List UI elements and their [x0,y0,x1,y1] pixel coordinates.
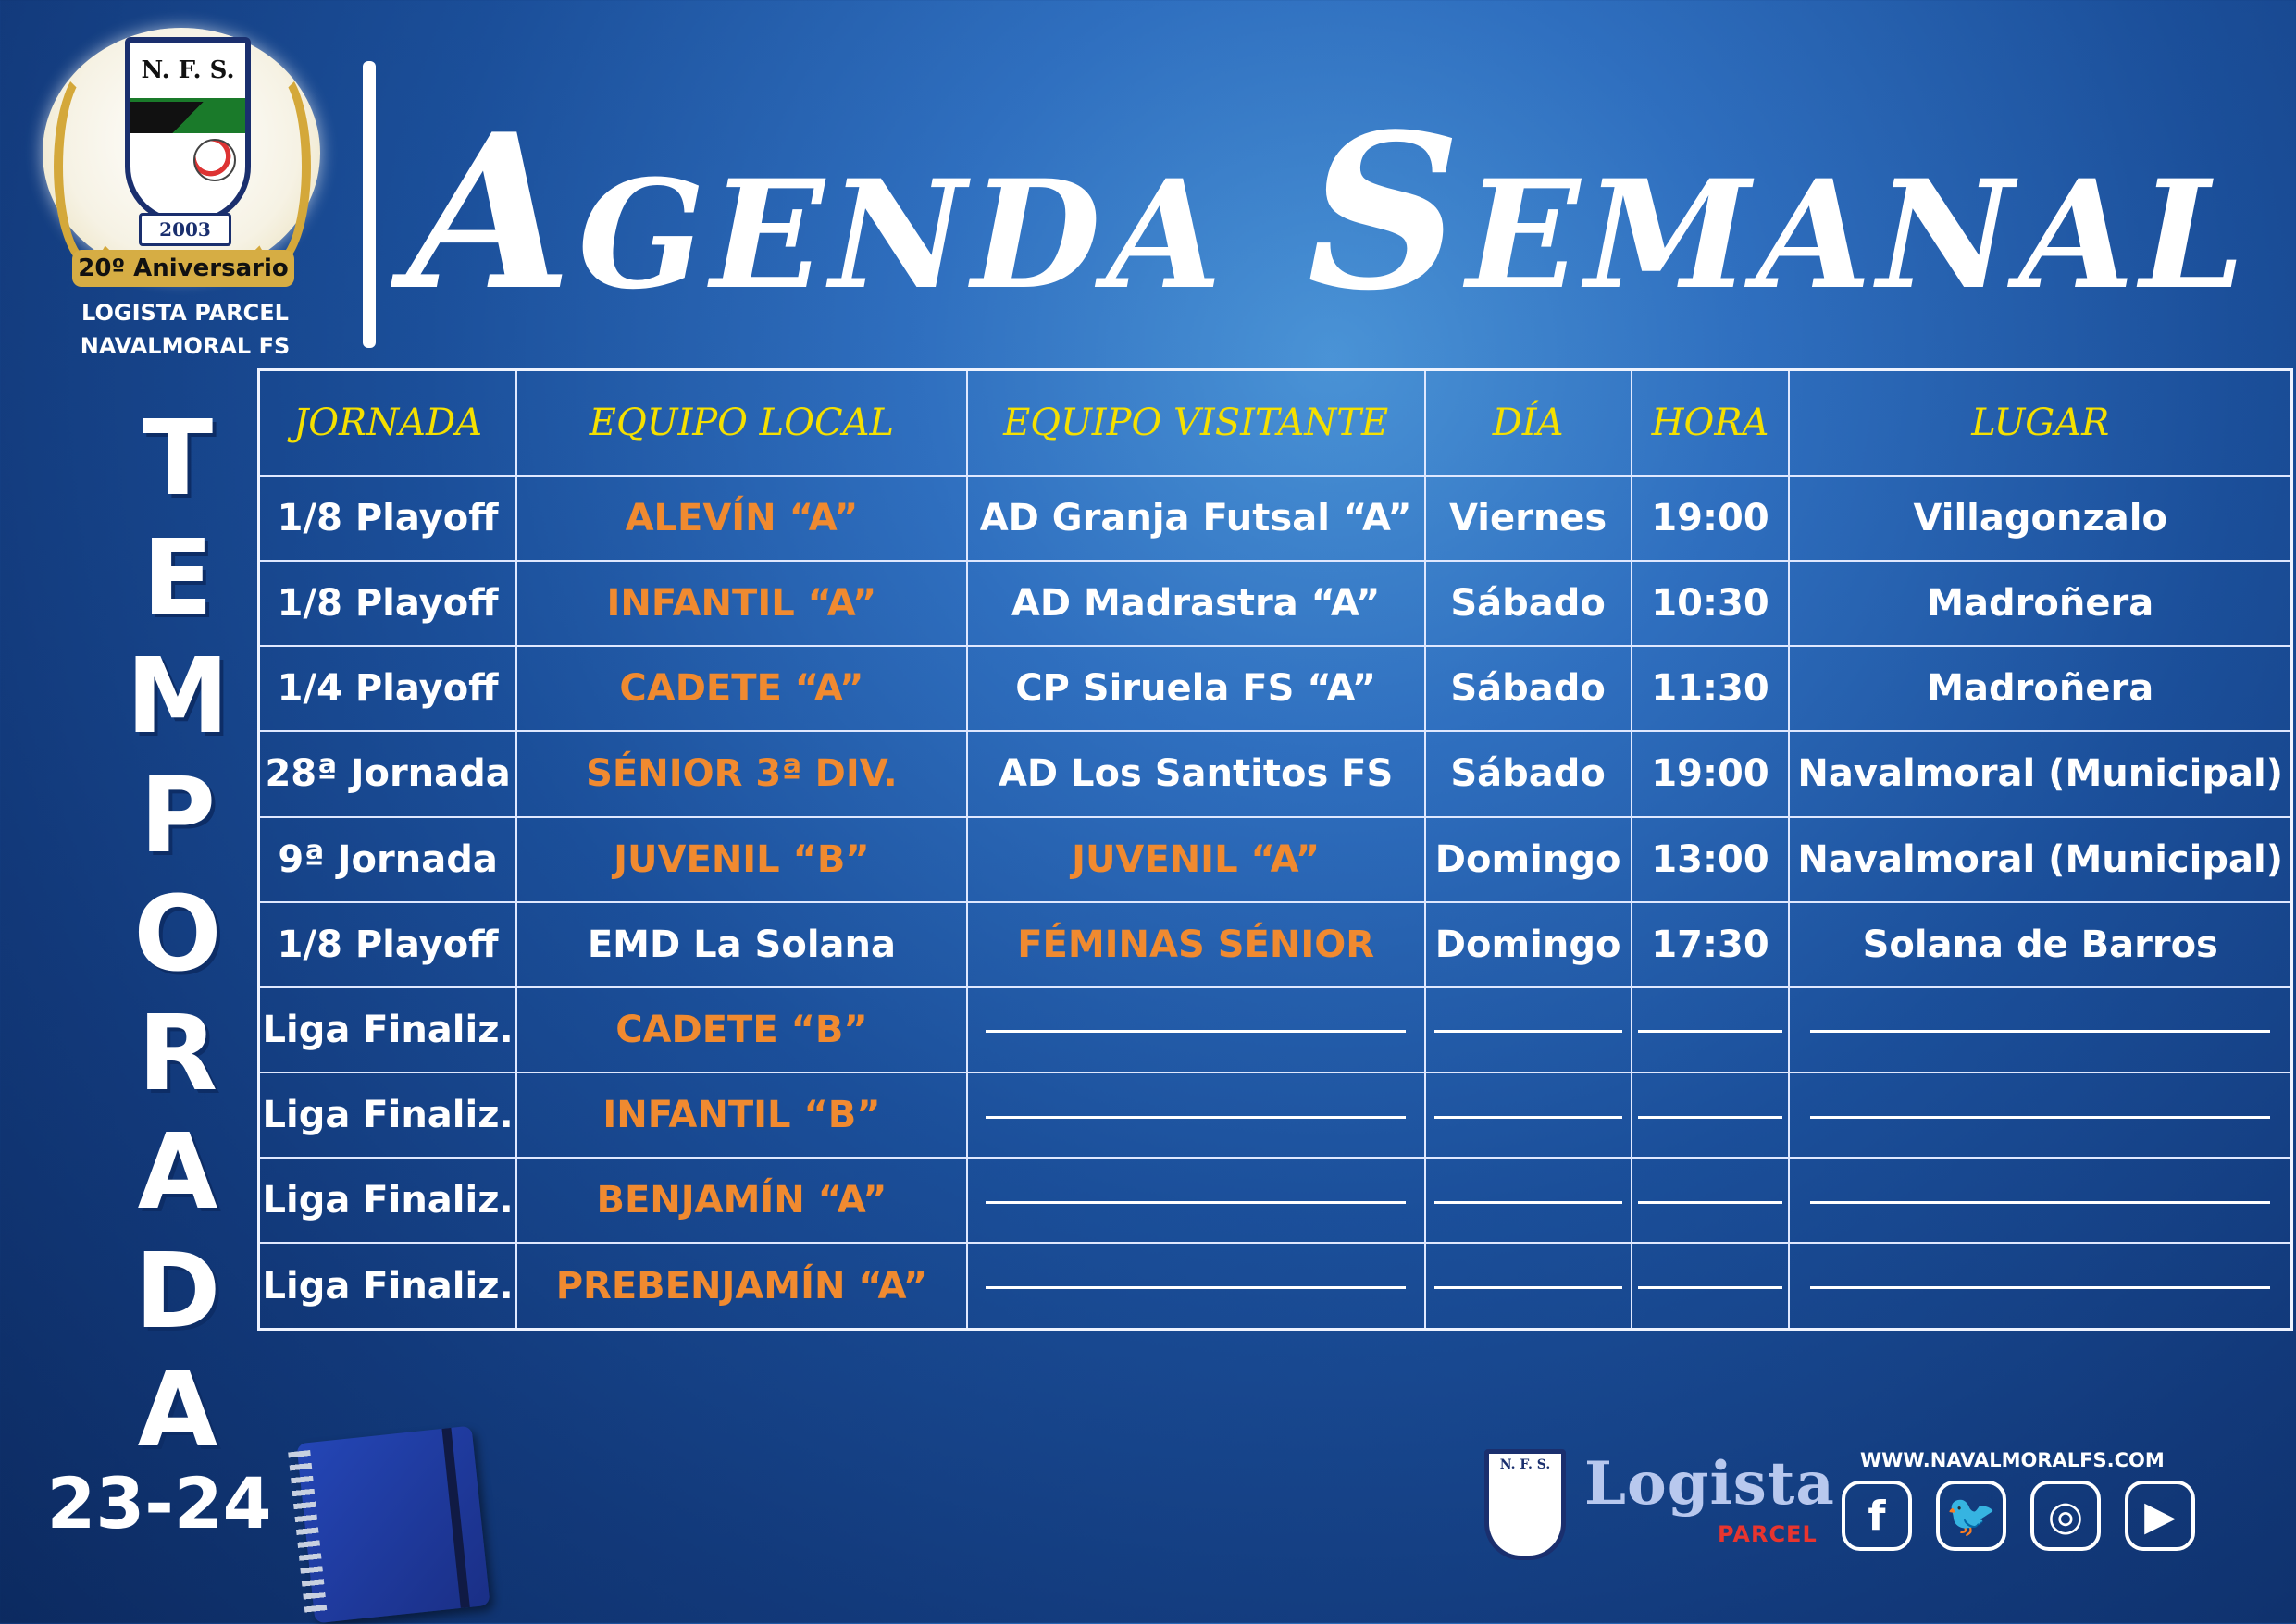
notebook-icon [296,1426,490,1624]
table-cell: Villagonzalo [1789,476,2291,561]
table-cell: Solana de Barros [1789,902,2291,987]
table-cell: 9ª Jornada [259,817,517,902]
table-cell [1425,1158,1632,1243]
season-letter: A [137,1350,218,1470]
table-cell: AD Granja Futsal “A” [967,476,1425,561]
table-cell: Domingo [1425,902,1632,987]
column-header: HORA [1632,370,1790,477]
table-row [259,987,2292,1072]
footer-shield-initials: N. F. S. [1499,1457,1551,1472]
season-label: 23-24 [46,1462,272,1544]
table-cell: EMD La Solana [516,902,966,987]
season-letter: P [139,755,217,876]
empty-dash [1434,1030,1622,1033]
table-row [259,561,2292,646]
club-logo [35,28,329,296]
season-letter: T [142,399,214,519]
column-header: EQUIPO VISITANTE [967,370,1425,477]
anniversary-banner: 20º Aniversario [72,250,294,287]
table-cell: AD Los Santitos FS [967,731,1425,816]
table-cell: CADETE “B” [516,987,966,1072]
table-cell: FÉMINAS SÉNIOR [967,902,1425,987]
season-letter: M [126,637,230,757]
season-vertical-label [104,399,252,1470]
table-cell: Sábado [1425,646,1632,731]
football-icon [193,139,236,181]
instagram-icon[interactable]: ◎ [2030,1481,2101,1551]
table-cell: Liga Finaliz. [259,1158,517,1243]
table-cell: 1/8 Playoff [259,476,517,561]
table-cell: Madroñera [1789,646,2291,731]
empty-dash [1810,1116,2270,1119]
table-cell: JUVENIL “A” [967,817,1425,902]
table-cell: 17:30 [1632,902,1790,987]
shield-band [130,102,245,133]
table-cell: CADETE “A” [516,646,966,731]
table-cell: 1/4 Playoff [259,646,517,731]
table-row [259,1243,2292,1329]
shield-icon [125,37,251,224]
table-cell: 11:30 [1632,646,1790,731]
empty-dash [1810,1286,2270,1289]
column-header: JORNADA [259,370,517,477]
column-header: EQUIPO LOCAL [516,370,966,477]
notebook-rings [288,1450,327,1617]
table-cell [1789,1072,2291,1158]
table-cell: 1/8 Playoff [259,902,517,987]
table-cell: JUVENIL “B” [516,817,966,902]
table-row [259,817,2292,902]
table-cell: 28ª Jornada [259,731,517,816]
schedule-table [257,368,2293,1331]
club-name-line2: NAVALMORAL FS [80,333,291,359]
table-cell: Viernes [1425,476,1632,561]
table-cell: CP Siruela FS “A” [967,646,1425,731]
empty-dash [986,1201,1406,1204]
season-letter: E [142,517,214,638]
table-cell: Madroñera [1789,561,2291,646]
table-cell [1789,987,2291,1072]
table-cell: Sábado [1425,731,1632,816]
table-cell [1632,1072,1790,1158]
table-cell: Liga Finaliz. [259,1243,517,1329]
table-cell: 10:30 [1632,561,1790,646]
table-cell: Liga Finaliz. [259,987,517,1072]
table-cell [967,1072,1425,1158]
table-row [259,646,2292,731]
table-cell [1425,987,1632,1072]
footer-club-shield-icon [1484,1449,1566,1560]
social-links [1842,1481,2195,1551]
table-cell: 13:00 [1632,817,1790,902]
sponsor-sub: PARCEL [1718,1521,1818,1547]
twitter-icon[interactable]: 🐦 [1936,1481,2006,1551]
empty-dash [1638,1286,1781,1289]
table-row [259,902,2292,987]
logo-initials: N. F. S. [130,43,245,102]
page-title: Agenda Semanal [407,88,2251,338]
club-name [37,296,333,363]
table-cell [967,1158,1425,1243]
empty-dash [1810,1030,2270,1033]
table-row [259,1158,2292,1243]
table-cell [1425,1072,1632,1158]
title-divider [363,61,376,348]
laurel-left-icon [54,65,128,268]
club-name-line1: LOGISTA PARCEL [81,300,289,326]
table-cell [1789,1158,2291,1243]
table-cell [1632,1158,1790,1243]
table-cell: SÉNIOR 3ª DIV. [516,731,966,816]
empty-dash [1434,1201,1622,1204]
table-cell [1425,1243,1632,1329]
table-cell: ALEVÍN “A” [516,476,966,561]
table-cell: INFANTIL “B” [516,1072,966,1158]
table-cell: Navalmoral (Municipal) [1789,731,2291,816]
table-cell [967,987,1425,1072]
table-cell: PREBENJAMÍN “A” [516,1243,966,1329]
table-cell: BENJAMÍN “A” [516,1158,966,1243]
empty-dash [1434,1116,1622,1119]
empty-dash [986,1116,1406,1119]
youtube-icon[interactable]: ▶ [2125,1481,2195,1551]
website-link[interactable]: WWW.NAVALMORALFS.COM [1860,1449,2165,1471]
empty-dash [986,1286,1406,1289]
empty-dash [1810,1201,2270,1204]
table-cell: 1/8 Playoff [259,561,517,646]
table-header-row [259,370,2292,477]
season-letter: O [133,874,222,995]
sponsor-logo: Logista [1584,1449,1835,1519]
season-letter: A [137,1112,218,1233]
table-body [259,476,2292,1330]
empty-dash [1638,1116,1781,1119]
table-cell: Sábado [1425,561,1632,646]
table-row [259,1072,2292,1158]
season-letter: R [137,993,218,1114]
notebook-strap [441,1428,469,1608]
table-cell: Domingo [1425,817,1632,902]
empty-dash [986,1030,1406,1033]
table-cell: 19:00 [1632,476,1790,561]
facebook-icon[interactable]: f [1842,1481,1912,1551]
empty-dash [1638,1030,1781,1033]
table-cell: Liga Finaliz. [259,1072,517,1158]
table-cell: Navalmoral (Municipal) [1789,817,2291,902]
logo-year: 2003 [139,213,231,246]
empty-dash [1434,1286,1622,1289]
column-header: LUGAR [1789,370,2291,477]
table-cell [1632,1243,1790,1329]
table-cell: INFANTIL “A” [516,561,966,646]
table-cell: 19:00 [1632,731,1790,816]
season-letter: D [134,1231,221,1352]
table-cell [967,1243,1425,1329]
empty-dash [1638,1201,1781,1204]
table-row [259,476,2292,561]
column-header: DÍA [1425,370,1632,477]
table-cell [1789,1243,2291,1329]
table-cell [1632,987,1790,1072]
table-row [259,731,2292,816]
table-cell: AD Madrastra “A” [967,561,1425,646]
